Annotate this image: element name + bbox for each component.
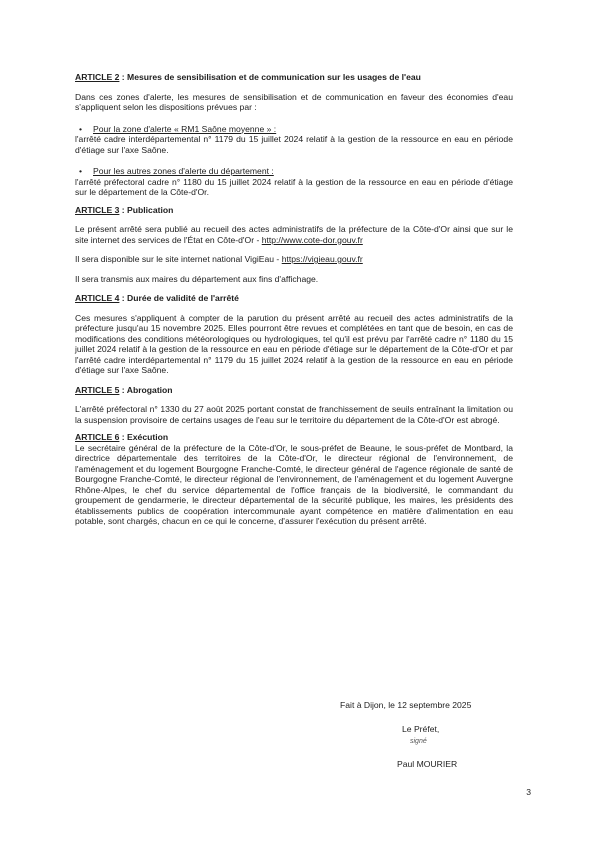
cote-dor-link[interactable]: http://www.cote-dor.gouv.fr	[261, 234, 363, 245]
article-2-heading: ARTICLE 2 : Mesures de sensibilisation et de communication sur les usages de l'eau	[75, 72, 421, 82]
signatory-name: Paul MOURIER	[397, 759, 458, 769]
article-6-heading: ARTICLE 6 : Exécution	[75, 432, 169, 442]
article-4-paragraph: Ces mesures s'appliquent à compter de la parution du présent arrêté au recueil des actes administratifs de la préfecture jusqu'au 15 novembre 2025. Elles pourront être revues et complétées en tant que de besoin, en cas de modifications des conditions météorologiques ou hydrologiques, tel qu'il est prévu par l'arrêté cadre n° 1180 du 15 juillet 2024 relatif à la gestion de la ressource en eau en période d'étiage sur le département de la Côte-d'Or et par l'arrêté cadre interdépartemental n° 1179 du 15 juillet 2024 relatif à la gestion de la ressource en eau en période d'étiage sur l'axe Saône.	[75, 312, 513, 375]
article-3-label: ARTICLE 3	[75, 204, 120, 215]
article-3-paragraph-2: Il sera disponible sur le site internet national VigiEau - https://vigieau.gouv.fr	[75, 254, 363, 264]
article-5-title: Abrogation	[126, 384, 173, 395]
article-6-paragraph: Le secrétaire général de la préfecture de la Côte-d'Or, le sous-préfet de Beaune, le sous-préfet de Montbard, la directrice départementale des territoires de la Côte-d'Or, le directeur régional de l'environnement, de l'aménagement et du logement Bourgogne Franche-Comté, le directeur général de l'agence régionale de santé de Bourgogne Franche-Comté, le directeur régional de l'environnement, de l'aménagement et du logement Auvergne Rhône-Alpes, le chef du service départemental de l'office français de la biodiversité, le commandant du groupement de gendarmerie, le directeur départemental de la sécurité publique, les maires, les présidents des établissements publics de coopération intercommunale ayant compétence en matière d'alimentation en eau potable, sont chargés, chacun en ce qui le concerne, d'assurer l'exécution du présent arrêté.	[75, 442, 513, 526]
article-6-label: ARTICLE 6	[75, 432, 120, 442]
article-2-title: Mesures de sensibilisation et de communication sur les usages de l'eau	[127, 72, 421, 82]
article-2-bullet-1-title: • Pour la zone d'alerte « RM1 Saône moyenne » :	[79, 123, 277, 134]
article-2-label: ARTICLE 2	[75, 72, 120, 82]
article-4-label: ARTICLE 4	[75, 293, 120, 303]
article-3-paragraph-3: Il sera transmis aux maires du département aux fins d'affichage.	[75, 273, 319, 284]
article-4-title: Durée de validité de l'arrêté	[127, 293, 239, 303]
document-body	[75, 72, 513, 527]
article-3-paragraph-1: Le présent arrêté sera publié au recueil des actes administratifs de la préfecture de la Côte-d'Or ainsi que sur le site internet des services de l'État en Côte-d'Or - http://www.cote-dor.gouv.fr	[75, 224, 513, 245]
signatory-role: Le Préfet,	[402, 724, 440, 734]
article-6-title: Exécution	[127, 432, 169, 442]
vigieau-link[interactable]: https://vigieau.gouv.fr	[281, 254, 363, 264]
place-date: Fait à Dijon, le 12 septembre 2025	[340, 700, 472, 710]
page-number: 3	[526, 787, 531, 797]
article-2-bullet-2-title: • Pour les autres zones d'alerte du département :	[79, 166, 274, 176]
article-2-intro: Dans ces zones d'alerte, les mesures de sensibilisation et de communication en faveur des économies d'eau s'appliquent selon les dispositions prévues par :	[75, 91, 513, 112]
article-5-label: ARTICLE 5	[75, 384, 120, 395]
bullet-icon: •	[79, 123, 83, 134]
article-5-paragraph: L'arrêté préfectoral n° 1330 du 27 août 2025 portant constat de franchissement de seuils entraînant la limitation ou la suspension provisoire de certains usages de l'eau sur le territoire du département de la Côte-d'Or est abrogé.	[75, 404, 513, 425]
bullet-icon: •	[79, 166, 83, 176]
signed-mention: signé	[410, 738, 427, 745]
article-2-bullet-2-text: l'arrêté préfectoral cadre n° 1180 du 15 juillet 2024 relatif à la gestion de la ressource en eau en période d'étiage sur le département de la Côte-d'Or.	[75, 176, 513, 197]
article-3-title: Publication	[127, 204, 174, 215]
article-5-heading: ARTICLE 5 : Abrogation	[75, 384, 173, 395]
article-2-bullet-1-text: l'arrêté cadre interdépartemental n° 1179 du 15 juillet 2024 relatif à la gestion de la ressource en eau en période d'étiage sur l'axe Saône.	[75, 134, 513, 155]
article-3-heading: ARTICLE 3 : Publication	[75, 204, 174, 215]
article-4-heading: ARTICLE 4 : Durée de validité de l'arrêté	[75, 293, 239, 303]
